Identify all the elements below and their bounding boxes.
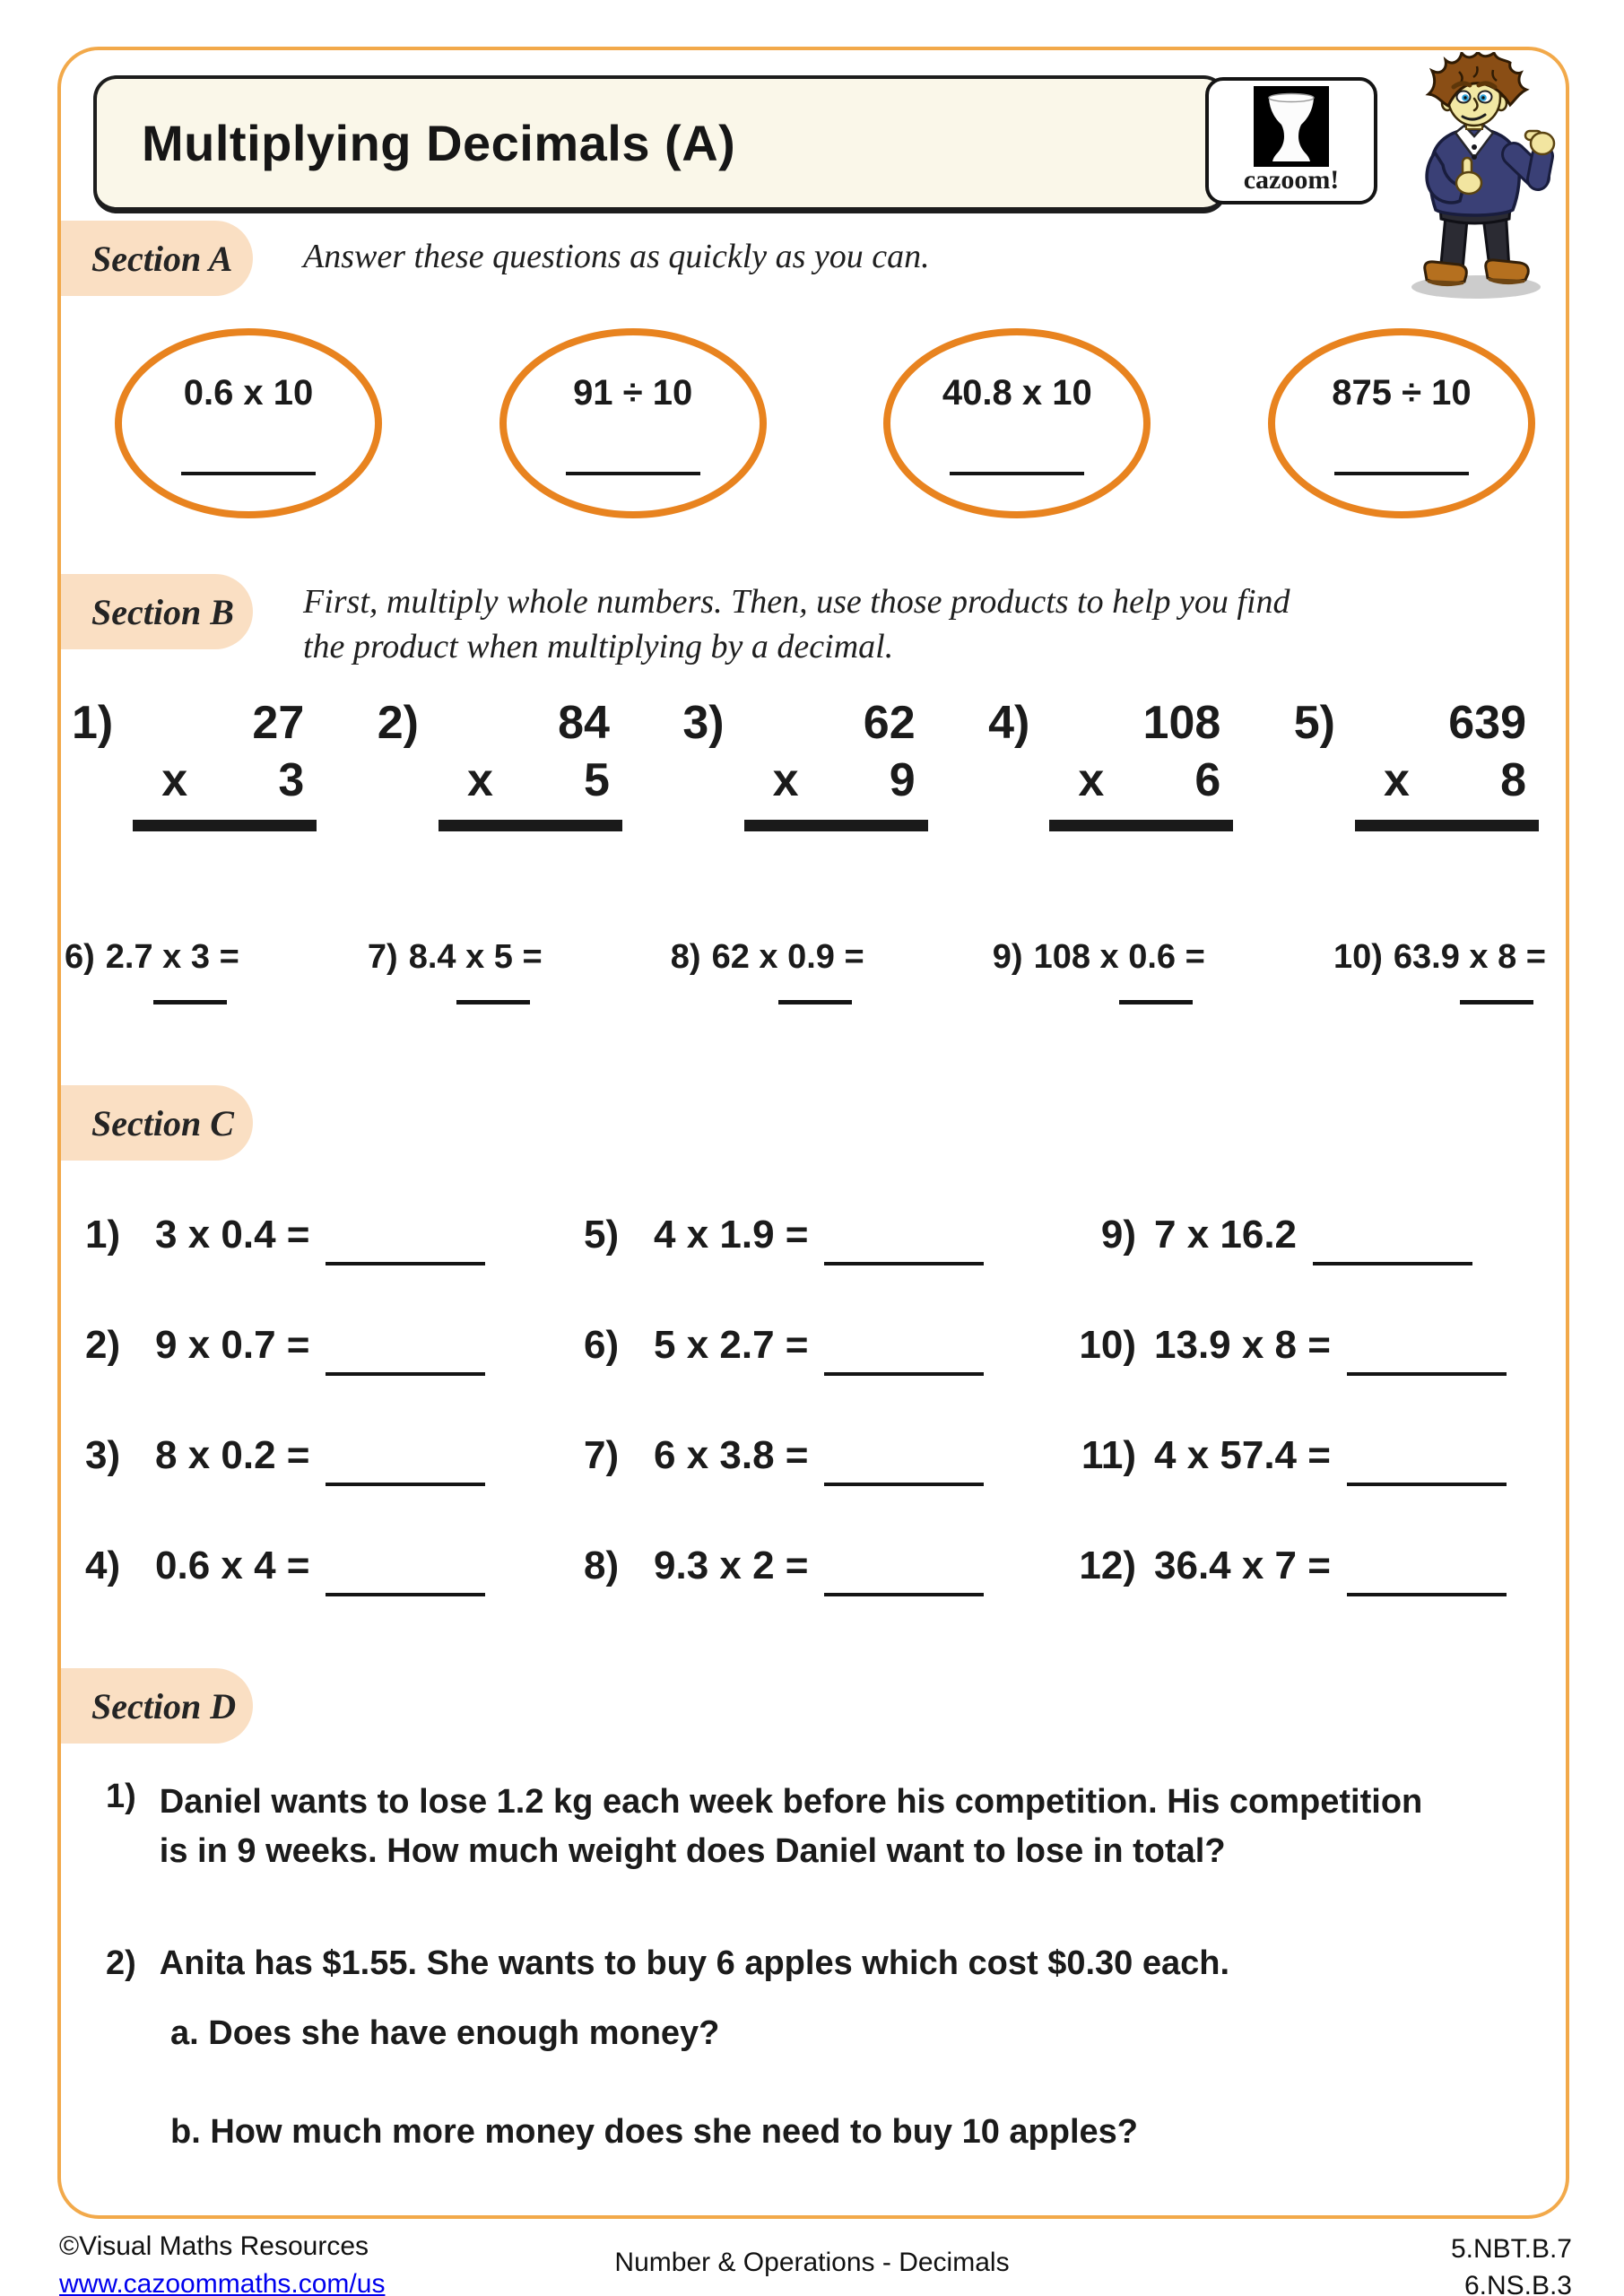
horizontal-problem: [85, 1433, 584, 1544]
bottom-operand: 3: [278, 754, 305, 806]
answer-line: [1347, 1593, 1507, 1596]
oval-problem: [499, 328, 767, 518]
footer-category: Number & Operations - Decimals: [614, 2248, 1010, 2277]
problem-expression: 875 ÷ 10: [1332, 373, 1472, 413]
answer-line: [326, 1372, 485, 1376]
problem-expression: 2.7 x 3 =: [105, 938, 239, 976]
problem-expression: 0.6 x 4 =: [155, 1544, 310, 1587]
problem-number: 3): [85, 1433, 121, 1477]
word-problem-2: [106, 1944, 1229, 1983]
problem-number: 8): [670, 938, 701, 976]
page-title: Multiplying Decimals (A): [142, 115, 736, 171]
brand-name: cazoom!: [1243, 165, 1340, 195]
footer-standards: [1451, 2231, 1572, 2296]
word-problem-2b: b. How much more money does she need to buy 10 apples?: [170, 2113, 1139, 2151]
answer-line: [824, 1593, 984, 1596]
problem-expression: 4 x 57.4 =: [1154, 1433, 1331, 1477]
problem-number: 9): [1100, 1213, 1136, 1257]
instruction-line: the product when multiplying by a decimal.: [303, 628, 894, 666]
problem-number: 2): [85, 1323, 121, 1367]
answer-line: [326, 1593, 485, 1596]
copyright-text: ©Visual Maths Resources: [59, 2231, 369, 2261]
inline-problem: [65, 938, 239, 1004]
problem-number: 2): [377, 697, 419, 749]
vertical-problem: [378, 696, 622, 831]
operator: x: [1384, 754, 1410, 806]
horizontal-problem: [584, 1433, 1063, 1544]
section-a-label-text: Section A: [91, 238, 233, 279]
top-operand: 108: [1142, 697, 1221, 749]
section-b-vertical-problems: [72, 696, 1539, 831]
section-b-inline-problems: [65, 938, 1546, 1004]
drum-icon: [1254, 86, 1329, 167]
problem-expression: 5 x 2.7 =: [654, 1323, 809, 1367]
cazoom-logo: [1205, 77, 1377, 204]
problem-expression: 91 ÷ 10: [573, 373, 693, 413]
problem-expression: 108 x 0.6 =: [1033, 938, 1205, 976]
inline-problem: [1333, 938, 1546, 1004]
standard-code: 5.NBT.B.7: [1450, 2234, 1572, 2264]
horizontal-problem: [85, 1213, 584, 1323]
bottom-operand: 8: [1500, 754, 1526, 806]
word-problem-text: Anita has $1.55. She wants to buy 6 apples which cost $0.30 each.: [159, 1944, 1230, 1982]
operator: x: [772, 754, 799, 806]
problem-number: 4): [988, 697, 1030, 749]
inline-problem: [368, 938, 543, 1004]
problem-number: 2): [106, 1944, 136, 1982]
answer-line: [1313, 1262, 1472, 1265]
website-link[interactable]: www.cazoommaths.com/us: [59, 2269, 386, 2296]
answer-line: [824, 1262, 984, 1265]
problem-expression: 63.9 x 8 =: [1393, 938, 1546, 976]
answer-line: [456, 1000, 530, 1004]
title-box: [93, 75, 1227, 213]
vertical-problem: [72, 696, 317, 831]
oval-problem: [1268, 328, 1535, 518]
answer-line: [181, 472, 316, 475]
top-operand: 62: [863, 697, 916, 749]
horizontal-problem: [85, 1544, 584, 1654]
section-d-label-text: Section D: [91, 1685, 237, 1726]
bottom-operand: 6: [1194, 754, 1221, 806]
top-operand: 27: [252, 697, 305, 749]
answer-line: [824, 1372, 984, 1376]
problem-expression: 0.6 x 10: [183, 373, 314, 413]
problem-number: 9): [992, 938, 1023, 976]
problem-expression: 40.8 x 10: [942, 373, 1092, 413]
oval-problem: [883, 328, 1151, 518]
problem-expression: 8 x 0.2 =: [155, 1433, 310, 1477]
vertical-problem: [682, 696, 927, 831]
answer-bar: [133, 820, 317, 831]
horizontal-problem: [1063, 1323, 1542, 1433]
problem-expression: 9.3 x 2 =: [654, 1544, 809, 1587]
section-b-label-text: Section B: [91, 591, 234, 632]
answer-line: [153, 1000, 227, 1004]
horizontal-problem: [584, 1323, 1063, 1433]
horizontal-problem: [584, 1544, 1063, 1654]
answer-line: [326, 1262, 485, 1265]
operator: x: [466, 754, 493, 806]
problem-expression: 8.4 x 5 =: [408, 938, 543, 976]
problem-expression: 62 x 0.9 =: [711, 938, 864, 976]
horizontal-problem: [1063, 1544, 1542, 1654]
section-a-label: [61, 221, 253, 296]
answer-line: [326, 1483, 485, 1486]
problem-number: 3): [682, 697, 725, 749]
section-c-problems: [85, 1213, 1542, 1654]
top-operand: 639: [1448, 697, 1526, 749]
horizontal-problem: [584, 1213, 1063, 1323]
problem-number: 1): [85, 1213, 121, 1257]
word-problem-text: is in 9 weeks. How much weight does Daniel want to lose in total?: [159, 1832, 1226, 1871]
answer-line: [1119, 1000, 1193, 1004]
inline-problem: [671, 938, 864, 1004]
word-problem-text: Daniel wants to lose 1.2 kg each week before his competition. His competition: [159, 1783, 1423, 1821]
problem-expression: 9 x 0.7 =: [155, 1323, 310, 1367]
answer-bar: [439, 820, 622, 831]
problem-expression: 6 x 3.8 =: [654, 1433, 809, 1477]
section-c-label-text: Section C: [91, 1102, 234, 1144]
horizontal-problem: [85, 1323, 584, 1433]
answer-bar: [1049, 820, 1233, 831]
operator: x: [1078, 754, 1105, 806]
word-problem-1: [106, 1778, 1422, 1876]
problem-number: 6): [584, 1323, 620, 1367]
problem-number: 7): [367, 938, 398, 976]
problem-number: 10): [1079, 1323, 1136, 1367]
oval-problem: [115, 328, 382, 518]
answer-bar: [1355, 820, 1539, 831]
bottom-operand: 5: [584, 754, 610, 806]
vertical-problem: [1294, 696, 1539, 831]
answer-line: [950, 472, 1084, 475]
problem-expression: 3 x 0.4 =: [155, 1213, 310, 1257]
top-operand: 84: [558, 697, 610, 749]
section-b-instruction: [303, 579, 1290, 669]
standard-code: 6.NS.B.3: [1463, 2270, 1572, 2296]
problem-number: 10): [1333, 938, 1383, 976]
answer-line: [566, 472, 700, 475]
answer-line: [1334, 472, 1469, 475]
answer-line: [824, 1483, 984, 1486]
answer-line: [1347, 1372, 1507, 1376]
problem-number: 8): [584, 1544, 620, 1587]
section-a-instruction: Answer these questions as quickly as you can.: [303, 238, 930, 275]
problem-number: 7): [584, 1433, 620, 1477]
answer-line: [1347, 1483, 1507, 1486]
word-problem-2a: a. Does she have enough money?: [170, 2014, 720, 2052]
section-c-label: [61, 1085, 253, 1161]
problem-number: 1): [106, 1778, 136, 1815]
problem-expression: 4 x 1.9 =: [654, 1213, 809, 1257]
horizontal-problem: [1063, 1213, 1542, 1323]
problem-number: 6): [65, 938, 95, 976]
instruction-line: First, multiply whole numbers. Then, use those products to help you find: [303, 583, 1290, 621]
horizontal-problem: [1063, 1433, 1542, 1544]
mascot-boy-illustration: [1384, 52, 1568, 308]
vertical-problem: [988, 696, 1233, 831]
answer-line: [778, 1000, 852, 1004]
problem-number: 5): [1293, 697, 1335, 749]
problem-expression: 13.9 x 8 =: [1154, 1323, 1331, 1367]
bottom-operand: 9: [889, 754, 916, 806]
problem-number: 4): [85, 1544, 121, 1587]
problem-number: 11): [1081, 1433, 1136, 1477]
problem-expression: 36.4 x 7 =: [1154, 1544, 1331, 1587]
problem-number: 1): [72, 697, 114, 749]
section-a-problems: [115, 328, 1535, 518]
problem-number: 5): [584, 1213, 620, 1257]
operator: x: [161, 754, 188, 806]
section-b-label: [61, 574, 253, 649]
problem-expression: 7 x 16.2: [1154, 1213, 1298, 1257]
answer-bar: [744, 820, 928, 831]
section-d-label: [61, 1668, 253, 1744]
problem-number: 12): [1079, 1544, 1136, 1587]
inline-problem: [993, 938, 1205, 1004]
answer-line: [1460, 1000, 1533, 1004]
